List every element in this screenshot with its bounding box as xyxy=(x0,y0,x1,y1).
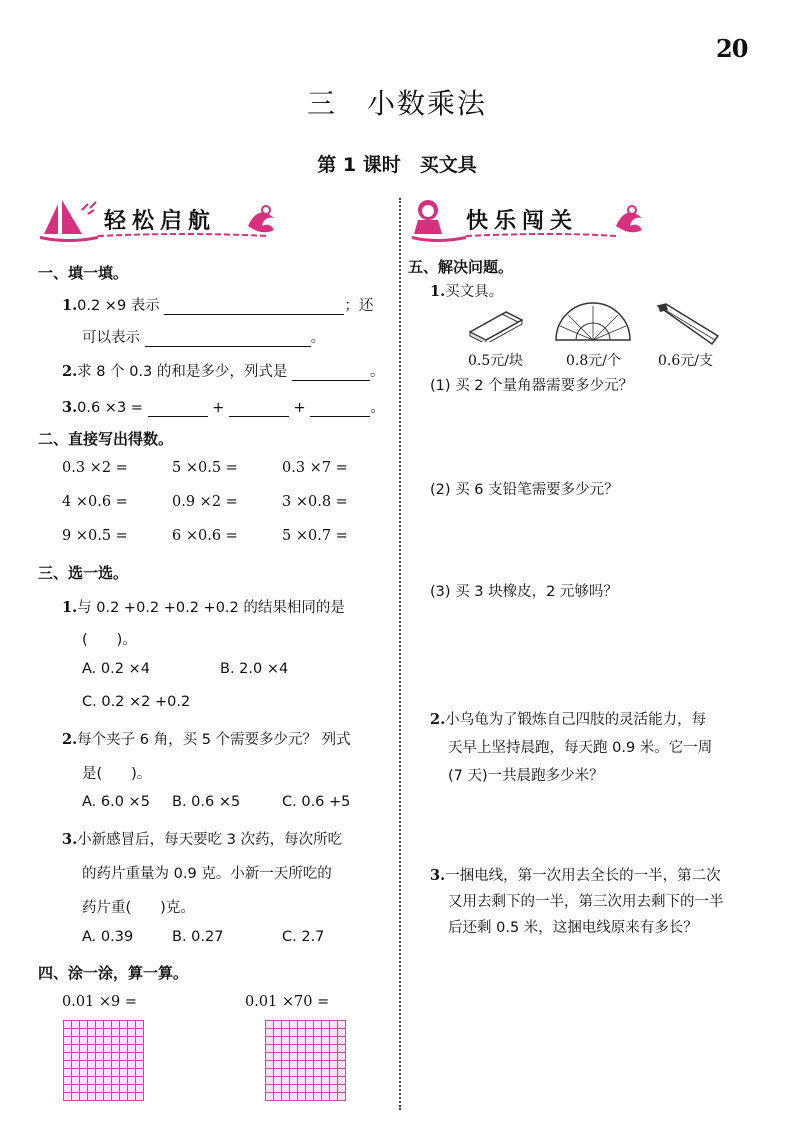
pencil-icon xyxy=(656,302,722,346)
hundred-grid-2[interactable] xyxy=(265,1020,346,1101)
s5-q2-line2: 天早上坚持晨跑，每天跑 0.9 米。它一周 xyxy=(448,740,713,756)
s1-q1-blank1[interactable] xyxy=(164,300,344,315)
section3-heading: 三、选一选。 xyxy=(38,564,129,582)
s1-q3-blank2[interactable] xyxy=(229,402,289,417)
price-pencil: 0.6元/支 xyxy=(658,353,713,369)
s3-q2-optB[interactable]: B. 0.6 ×5 xyxy=(172,794,241,810)
right-section-banner xyxy=(406,196,656,244)
s5-q2-line1: 2.小乌龟为了锻炼自己四肢的灵活能力，每 xyxy=(430,711,707,728)
s3-q2-line2: 是( )。 xyxy=(82,766,152,782)
protractor-icon xyxy=(552,300,634,344)
s1-q1-line1: 1.0.2 ×9 表示 ；还 xyxy=(62,297,374,314)
s3-q1-line1: 1.与 0.2 +0.2 +0.2 +0.2 的结果相同的是 xyxy=(62,599,345,616)
eraser-icon xyxy=(466,306,526,342)
s1-q3-blank1[interactable] xyxy=(148,402,208,417)
s3-q2-line1: 2.每个夹子 6 角，买 5 个需要多少元？ 列式 xyxy=(62,731,351,748)
s1-q1-line2: 可以表示 。 xyxy=(82,330,326,346)
calc-r2c3: 3 ×0.8 = xyxy=(282,494,348,510)
left-banner-text: 轻松启航 xyxy=(104,209,217,234)
s3-q1-optC[interactable]: C. 0.2 ×2 +0.2 xyxy=(82,694,191,710)
price-eraser: 0.5元/块 xyxy=(468,353,523,369)
section5-heading: 五、解决问题。 xyxy=(408,258,514,276)
chapter-title: 三 小数乘法 xyxy=(306,87,487,120)
calc-r1c2: 5 ×0.5 = xyxy=(172,460,238,476)
right-banner-text: 快乐闯关 xyxy=(466,209,579,234)
s3-q3-optA[interactable]: A. 0.39 xyxy=(82,929,134,945)
s1-q3-blank3[interactable] xyxy=(310,402,370,417)
lesson-title: 第 1 课时 买文具 xyxy=(317,154,477,176)
calc-r3c3: 5 ×0.7 = xyxy=(282,528,348,544)
s3-q2-optA[interactable]: A. 6.0 ×5 xyxy=(82,794,150,810)
s4-expr1: 0.01 ×9 = xyxy=(62,994,138,1010)
s3-q1-line2: ( )。 xyxy=(82,632,137,648)
s3-q1-optB[interactable]: B. 2.0 ×4 xyxy=(220,661,289,677)
s3-q1-optA[interactable]: A. 0.2 ×4 xyxy=(82,661,150,677)
left-section-banner xyxy=(38,196,288,244)
s5-q3-line2: 又用去剩下的一半，第三次用去剩下的一半 xyxy=(448,894,724,910)
calc-r1c1: 0.3 ×2 = xyxy=(62,460,128,476)
s5-q3-line3: 后还剩 0.5 米，这捆电线原来有多长？ xyxy=(448,920,698,936)
s1-q3: 3.0.6 ×3 = + + 。 xyxy=(62,399,385,416)
page-number: 20 xyxy=(716,34,748,63)
s3-q3-line1: 3.小新感冒后，每天要吃 3 次药，每次所吃 xyxy=(62,831,343,848)
calc-r3c1: 9 ×0.5 = xyxy=(62,528,128,544)
s5-q1-sub2: (2) 买 6 支铅笔需要多少元？ xyxy=(430,482,619,498)
s3-q2-optC[interactable]: C. 0.6 +5 xyxy=(282,794,351,810)
s3-q3-optB[interactable]: B. 0.27 xyxy=(172,929,224,945)
section1-heading: 一、填一填。 xyxy=(38,264,129,282)
column-divider xyxy=(399,198,401,1110)
calc-r2c2: 0.9 ×2 = xyxy=(172,494,238,510)
calc-r2c1: 4 ×0.6 = xyxy=(62,494,128,510)
calc-r1c3: 0.3 ×7 = xyxy=(282,460,348,476)
s5-q1-sub1: (1) 买 2 个量角器需要多少元？ xyxy=(430,378,634,394)
hundred-grid-1[interactable] xyxy=(63,1020,144,1101)
s5-q2-line3: (7 天)一共晨跑多少米？ xyxy=(448,768,604,784)
calc-r3c2: 6 ×0.6 = xyxy=(172,528,238,544)
s3-q3-optC[interactable]: C. 2.7 xyxy=(282,929,325,945)
s3-q3-line2: 的药片重量为 0.9 克。小新一天所吃的 xyxy=(82,866,332,882)
s5-q1-title: 1.买文具。 xyxy=(430,283,504,300)
price-protractor: 0.8元/个 xyxy=(566,353,621,369)
s5-q3-line1: 3.一捆电线，第一次用去全长的一半，第二次 xyxy=(430,867,721,884)
section4-heading: 四、涂一涂，算一算。 xyxy=(38,964,189,982)
s1-q2-blank[interactable] xyxy=(292,366,370,381)
s1-q2: 2.求 8 个 0.3 的和是多少，列式是 。 xyxy=(62,363,385,380)
section2-heading: 二、直接写出得数。 xyxy=(38,430,174,448)
s5-q1-sub3: (3) 买 3 块橡皮，2 元够吗？ xyxy=(430,584,618,600)
s1-q1-blank2[interactable] xyxy=(145,332,311,347)
s3-q3-line3: 药片重( )克。 xyxy=(82,900,195,916)
s4-expr2: 0.01 ×70 = xyxy=(245,994,330,1010)
